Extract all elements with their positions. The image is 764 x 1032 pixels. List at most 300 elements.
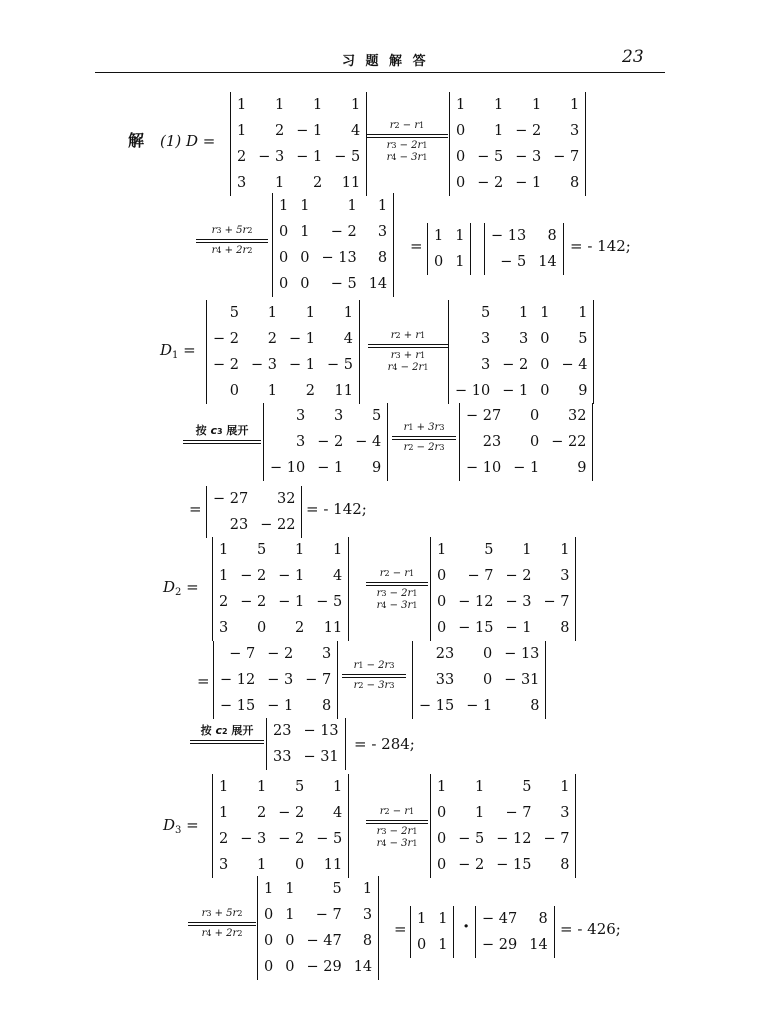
row-op-bottom: r3 − 2r1 (376, 588, 418, 599)
matrix-row (476, 932, 554, 958)
matrix-cell: 1 (300, 198, 310, 214)
matrix-cell: 1 (219, 779, 229, 795)
matrix-cell: 2 (312, 175, 323, 191)
d3-dot: · (463, 916, 470, 937)
matrix-cell: 5 (480, 305, 491, 321)
transform-arrow (196, 239, 268, 243)
matrix-cell: 23 (482, 434, 502, 450)
transform-arrow (366, 582, 428, 586)
matrix-cell: 3 (237, 175, 247, 191)
matrix-cell: 4 (350, 123, 361, 139)
matrix-cell: 32 (567, 408, 587, 424)
matrix-cell: − 1 (317, 460, 344, 476)
matrix-cell: 3 (295, 408, 306, 424)
matrix-cell: − 15 (496, 857, 532, 873)
matrix-row (213, 852, 348, 878)
matrix-cell: − 7 (315, 907, 342, 923)
matrix-cell: 1 (274, 97, 285, 113)
matrix-cell: 1 (347, 198, 357, 214)
matrix-cell: 8 (538, 911, 548, 927)
det-d3-block-b (475, 906, 555, 958)
matrix-cell: 1 (578, 305, 588, 321)
det-d-original (230, 92, 367, 196)
matrix-row (273, 271, 393, 297)
matrix-cell: 1 (267, 305, 277, 321)
matrix-cell: 1 (256, 857, 267, 873)
matrix-cell: − 7 (543, 831, 570, 847)
transform-arrow (392, 436, 456, 440)
matrix-row (258, 876, 378, 902)
matrix-cell: 9 (578, 383, 588, 399)
matrix-cell: − 1 (288, 357, 315, 373)
matrix-cell: 1 (343, 305, 353, 321)
matrix-cell: 5 (294, 779, 305, 795)
matrix-cell: 1 (305, 305, 315, 321)
matrix-cell: − 13 (504, 646, 540, 662)
matrix-cell: 1 (493, 123, 504, 139)
row-op-top: r1 + 3r3 (403, 422, 445, 433)
row-op-top: r2 − r1 (379, 806, 415, 817)
matrix-cell: − 13 (491, 228, 527, 244)
matrix-cell: 2 (256, 805, 267, 821)
matrix-row (207, 378, 359, 404)
matrix-row (450, 92, 585, 118)
matrix-cell: 1 (474, 805, 485, 821)
d3-result: = - 426; (560, 920, 621, 938)
matrix-cell: 0 (279, 276, 289, 292)
matrix-row (450, 144, 585, 170)
matrix-cell: − 29 (482, 937, 518, 953)
d1-lead: $D_1$ = (160, 341, 196, 361)
matrix-row (431, 774, 575, 800)
matrix-cell: 5 (578, 331, 588, 347)
matrix-cell: 0 (456, 149, 466, 165)
matrix-cell: 0 (482, 646, 493, 662)
matrix-cell: 8 (560, 857, 570, 873)
row-op-bottom: r4 + 2r2 (211, 245, 253, 256)
d2-lead: $D_2$ = (163, 578, 199, 598)
det-d-triangular (272, 193, 394, 297)
matrix-cell: 2 (219, 831, 229, 847)
matrix-cell: 0 (540, 357, 550, 373)
matrix-cell: 2 (274, 123, 285, 139)
matrix-cell: 11 (334, 383, 353, 399)
matrix-cell: 0 (456, 123, 466, 139)
det-d2-minor (213, 641, 338, 719)
matrix-row (213, 800, 348, 826)
matrix-row (258, 902, 378, 928)
d-equals: = (410, 237, 423, 255)
expand-c3-label: 按 c3 展开 (183, 424, 261, 446)
matrix-cell: − 2 (213, 331, 239, 347)
matrix-cell: 3 (518, 331, 529, 347)
matrix-cell: 1 (518, 305, 529, 321)
matrix-cell: − 27 (213, 491, 249, 507)
matrix-cell: 5 (229, 305, 239, 321)
matrix-cell: − 15 (220, 698, 256, 714)
matrix-cell: − 12 (496, 831, 532, 847)
matrix-cell: 23 (229, 517, 249, 533)
matrix-cell: 0 (300, 276, 310, 292)
matrix-cell: − 22 (551, 434, 587, 450)
matrix-cell: 23 (435, 646, 455, 662)
d1-result: = - 142; (306, 500, 367, 518)
d3-equals: = (394, 920, 407, 938)
matrix-cell: 1 (256, 779, 267, 795)
matrix-cell: 14 (529, 937, 548, 953)
matrix-cell: 1 (332, 542, 343, 558)
det-d2-step1 (430, 537, 576, 641)
det-d1-original (206, 300, 360, 404)
matrix-cell: − 1 (288, 331, 315, 347)
matrix-cell: 11 (323, 620, 343, 636)
matrix-cell: 0 (294, 857, 305, 873)
matrix-cell: − 31 (504, 672, 540, 688)
matrix-row (264, 455, 387, 481)
matrix-cell: 14 (353, 959, 373, 975)
matrix-cell: 1 (377, 198, 388, 214)
matrix-cell: 1 (285, 907, 295, 923)
matrix-cell: 1 (474, 779, 485, 795)
matrix-cell: − 7 (229, 646, 256, 662)
transform-arrow (368, 344, 448, 348)
row-op-bottom: r4 − 3r1 (376, 838, 418, 849)
matrix-row (213, 589, 348, 615)
matrix-cell: 23 (273, 723, 292, 739)
det-d2-original (212, 537, 349, 641)
matrix-cell: − 47 (306, 933, 342, 949)
matrix-cell: − 1 (502, 383, 529, 399)
matrix-row (449, 326, 593, 352)
matrix-cell: 2 (219, 594, 229, 610)
row-op-top: r2 − r1 (389, 120, 425, 131)
matrix-cell: 8 (377, 250, 388, 266)
matrix-cell: − 10 (455, 383, 491, 399)
matrix-cell: 1 (294, 542, 305, 558)
matrix-cell: 0 (529, 408, 540, 424)
matrix-cell: 11 (341, 175, 361, 191)
matrix-cell: 32 (276, 491, 296, 507)
matrix-cell: 0 (456, 175, 466, 191)
matrix-row (207, 300, 359, 326)
matrix-cell: 0 (300, 250, 310, 266)
matrix-cell: 3 (480, 331, 491, 347)
matrix-cell: − 4 (561, 357, 588, 373)
matrix-cell: − 7 (553, 149, 580, 165)
matrix-cell: − 1 (466, 698, 493, 714)
matrix-cell: 1 (540, 305, 550, 321)
matrix-cell: 33 (435, 672, 455, 688)
matrix-row (485, 223, 563, 249)
matrix-cell: 1 (456, 97, 466, 113)
matrix-cell: − 1 (296, 123, 323, 139)
matrix-cell: 4 (343, 331, 353, 347)
matrix-row (431, 615, 575, 641)
row-op-d2-2 (342, 660, 406, 692)
matrix-cell: − 13 (321, 250, 357, 266)
det-d3-original (212, 774, 349, 878)
matrix-cell: 0 (279, 250, 289, 266)
det-d3-step1 (430, 774, 576, 878)
transform-arrow (366, 134, 448, 138)
matrix-cell: 8 (321, 698, 332, 714)
matrix-cell: 9 (371, 460, 382, 476)
transform-arrow (188, 922, 256, 926)
matrix-cell: 0 (482, 672, 493, 688)
matrix-row (431, 800, 575, 826)
matrix-cell: − 2 (502, 357, 529, 373)
d3-lead: $D_3$ = (163, 816, 199, 836)
row-op-d-1 (366, 120, 448, 164)
matrix-cell: 2 (294, 620, 305, 636)
det-d-step1 (449, 92, 586, 196)
matrix-cell: − 5 (458, 831, 485, 847)
row-op-top: r3 + 5r2 (211, 225, 253, 236)
expand-c2-label: 按 c2 展开 (190, 724, 264, 746)
matrix-cell: − 2 (458, 857, 485, 873)
matrix-cell: 0 (437, 805, 447, 821)
matrix-cell: 5 (484, 542, 494, 558)
matrix-cell: 1 (531, 97, 542, 113)
matrix-row (214, 641, 337, 667)
solution-label: 解 (128, 131, 145, 150)
matrix-cell: 3 (219, 620, 229, 636)
matrix-cell: 1 (350, 97, 361, 113)
matrix-cell: 9 (577, 460, 587, 476)
matrix-cell: 1 (522, 542, 532, 558)
matrix-cell: − 7 (305, 672, 332, 688)
row-op-top: r2 − r1 (379, 568, 415, 579)
matrix-row (258, 928, 378, 954)
row-op-bottom: r3 − 2r1 (376, 826, 418, 837)
det-d3-block-a (410, 906, 454, 958)
row-op-top: r2 + r1 (390, 330, 426, 341)
matrix-cell: 1 (438, 937, 448, 953)
det-d2-2x2 (266, 718, 346, 770)
row-op-bottom: r4 − 3r1 (376, 600, 418, 611)
matrix-row (485, 249, 563, 275)
row-op-bottom: r2 − 2r3 (403, 442, 445, 453)
matrix-row (411, 906, 453, 932)
matrix-cell: 5 (371, 408, 382, 424)
det-d1-2x2 (206, 486, 302, 538)
matrix-row (231, 92, 366, 118)
matrix-cell: 3 (321, 646, 332, 662)
matrix-cell: 1 (437, 542, 447, 558)
matrix-cell: 3 (362, 907, 373, 923)
matrix-cell: 1 (417, 911, 427, 927)
matrix-row (460, 429, 592, 455)
matrix-cell: 3 (480, 357, 491, 373)
det-d1-minor (263, 403, 388, 481)
d-lead: (1) D = (160, 132, 216, 150)
matrix-cell: − 13 (303, 723, 339, 739)
matrix-row (450, 118, 585, 144)
matrix-cell: − 5 (330, 276, 357, 292)
matrix-row (267, 718, 345, 744)
matrix-cell: − 10 (270, 460, 306, 476)
matrix-cell: 0 (437, 568, 447, 584)
matrix-cell: 1 (434, 228, 444, 244)
matrix-cell: 1 (362, 881, 373, 897)
matrix-cell: 8 (569, 175, 580, 191)
matrix-row (273, 219, 393, 245)
matrix-row (231, 118, 366, 144)
matrix-cell: 3 (560, 805, 570, 821)
matrix-cell: 3 (569, 123, 580, 139)
matrix-cell: − 22 (260, 517, 296, 533)
matrix-row (231, 144, 366, 170)
matrix-cell: − 31 (303, 749, 339, 765)
matrix-cell: 1 (569, 97, 580, 113)
matrix-cell: 0 (437, 620, 447, 636)
row-op-bottom: r3 + r1 (390, 350, 426, 361)
matrix-cell: − 2 (240, 594, 267, 610)
matrix-row (273, 245, 393, 271)
matrix-cell: − 1 (515, 175, 542, 191)
matrix-cell: − 5 (326, 357, 353, 373)
matrix-cell: 1 (219, 542, 229, 558)
matrix-cell: 0 (417, 937, 427, 953)
matrix-cell: 0 (437, 857, 447, 873)
matrix-row (258, 954, 378, 980)
matrix-cell: − 5 (334, 149, 361, 165)
matrix-cell: − 3 (258, 149, 285, 165)
matrix-cell: 8 (362, 933, 373, 949)
matrix-cell: 0 (285, 933, 295, 949)
row-op-bottom: r4 − 3r1 (386, 152, 428, 163)
matrix-row (449, 378, 593, 404)
matrix-row (449, 352, 593, 378)
row-op-d-2 (196, 225, 268, 257)
matrix-row (431, 563, 575, 589)
matrix-cell: 1 (493, 97, 504, 113)
matrix-cell: 2 (267, 331, 277, 347)
matrix-cell: 33 (273, 749, 292, 765)
matrix-cell: 1 (264, 881, 274, 897)
matrix-row (273, 193, 393, 219)
matrix-cell: − 1 (267, 698, 294, 714)
matrix-cell: 0 (540, 331, 550, 347)
row-op-bottom: r3 − 2r1 (386, 140, 428, 151)
matrix-cell: 14 (538, 254, 557, 270)
matrix-row (460, 455, 592, 481)
matrix-row (431, 826, 575, 852)
det-d3-triangular (257, 876, 379, 980)
row-op-d2-1 (366, 568, 428, 612)
matrix-row (213, 774, 348, 800)
matrix-cell: − 3 (240, 831, 267, 847)
matrix-cell: 1 (237, 123, 247, 139)
det-d2-step2 (412, 641, 546, 719)
det-d1-step2 (459, 403, 593, 481)
matrix-row (207, 352, 359, 378)
matrix-cell: 14 (368, 276, 388, 292)
d-result: = - 142; (570, 237, 631, 255)
matrix-row (428, 223, 470, 249)
matrix-row (450, 170, 585, 196)
matrix-cell: − 10 (466, 460, 502, 476)
matrix-cell: − 5 (316, 831, 343, 847)
row-op-d1-1 (368, 330, 448, 374)
d2-equals: = (197, 672, 210, 690)
matrix-cell: − 3 (505, 594, 532, 610)
matrix-cell: 0 (285, 959, 295, 975)
matrix-cell: 1 (560, 779, 570, 795)
row-op-bottom: r4 + 2r2 (201, 928, 243, 939)
matrix-cell: 1 (279, 198, 289, 214)
matrix-cell: − 2 (515, 123, 542, 139)
matrix-cell: 1 (219, 805, 229, 821)
matrix-cell: − 2 (267, 646, 294, 662)
row-op-d3-2 (188, 908, 256, 940)
matrix-row (213, 615, 348, 641)
matrix-cell: 5 (256, 542, 267, 558)
matrix-cell: 3 (295, 434, 306, 450)
matrix-row (431, 589, 575, 615)
page-number: 23 (622, 47, 644, 67)
matrix-cell: 1 (237, 97, 247, 113)
matrix-cell: − 1 (513, 460, 540, 476)
matrix-cell: − 29 (306, 959, 342, 975)
matrix-cell: − 2 (505, 568, 532, 584)
matrix-row (413, 693, 545, 719)
row-op-top: r3 + 5r2 (201, 908, 243, 919)
matrix-cell: − 27 (466, 408, 502, 424)
matrix-row (411, 932, 453, 958)
matrix-row (264, 429, 387, 455)
matrix-cell: − 12 (458, 594, 494, 610)
matrix-cell: 0 (264, 959, 274, 975)
matrix-cell: 0 (540, 383, 550, 399)
matrix-cell: 0 (437, 594, 447, 610)
matrix-row (449, 300, 593, 326)
matrix-cell: 1 (285, 881, 295, 897)
matrix-cell: 3 (560, 568, 570, 584)
matrix-cell: − 12 (220, 672, 256, 688)
matrix-cell: 4 (332, 805, 343, 821)
matrix-row (213, 537, 348, 563)
matrix-row (428, 249, 470, 275)
det-d-block-a (427, 223, 471, 275)
matrix-cell: − 3 (515, 149, 542, 165)
d1-equals: = (189, 500, 202, 518)
matrix-cell: 1 (455, 254, 465, 270)
matrix-cell: − 1 (278, 568, 305, 584)
matrix-cell: 8 (560, 620, 570, 636)
matrix-cell: − 5 (500, 254, 527, 270)
row-op-bottom: r2 − 3r3 (353, 680, 395, 691)
matrix-cell: 1 (437, 779, 447, 795)
matrix-cell: 1 (267, 383, 277, 399)
matrix-row (214, 667, 337, 693)
matrix-cell: − 2 (330, 224, 357, 240)
matrix-row (213, 826, 348, 852)
matrix-cell: 8 (547, 228, 557, 244)
matrix-row (431, 537, 575, 563)
matrix-cell: 0 (437, 831, 447, 847)
matrix-cell: − 15 (419, 698, 455, 714)
matrix-cell: − 5 (316, 594, 343, 610)
matrix-row (413, 641, 545, 667)
matrix-cell: − 7 (543, 594, 570, 610)
matrix-cell: 3 (377, 224, 388, 240)
matrix-cell: 1 (438, 911, 448, 927)
header-rule (95, 72, 665, 73)
matrix-cell: 0 (264, 907, 274, 923)
matrix-cell: 0 (529, 434, 540, 450)
matrix-cell: 8 (530, 698, 540, 714)
